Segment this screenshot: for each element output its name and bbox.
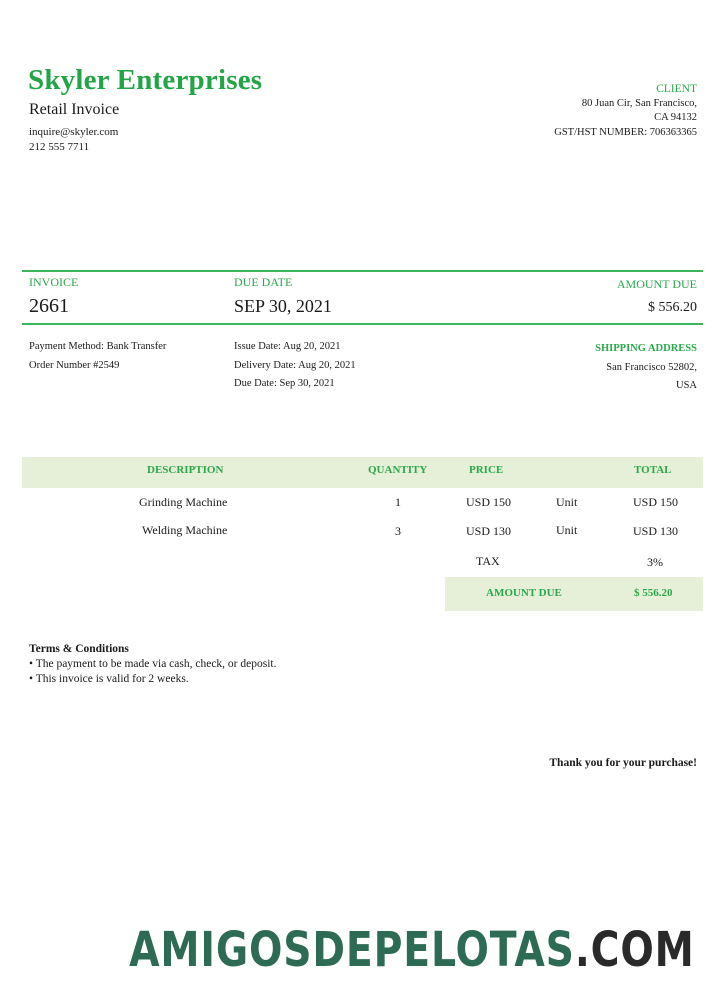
watermark-main: AMIGOSDEPELOTAS [129,922,576,978]
client-label: CLIENT [656,83,697,95]
payment-method: Payment Method: Bank Transfer [29,341,167,352]
item-unit: Unit [556,523,578,537]
terms-line: • This invoice is valid for 2 weeks. [29,673,189,685]
due-date-detail: Due Date: Sep 30, 2021 [234,378,335,389]
amount-due-label: AMOUNT DUE [616,277,697,291]
thank-you-note: Thank you for your purchase! [549,757,697,769]
company-name: Skyler Enterprises [28,64,263,96]
amount-due-value: $ 556.20 [648,300,697,315]
issue-date: Issue Date: Aug 20, 2021 [234,341,341,352]
shipping-line2: USA [675,380,697,391]
client-address-line1: 80 Juan Cir, San Francisco, [581,97,697,109]
tax-label: TAX [476,554,500,568]
item-price: USD 130 [466,524,512,538]
top-rule [22,270,703,272]
invoice-number: 2661 [29,295,69,317]
item-total: USD 130 [633,524,679,538]
shipping-address [595,340,697,396]
site-watermark [130,922,695,978]
item-price: USD 150 [466,495,512,509]
item-unit: Unit [556,495,578,509]
table-header [22,457,703,488]
bottom-rule [22,323,703,325]
due-date-label: DUE DATE [234,275,293,289]
terms-title: Terms & Conditions [29,643,129,655]
order-number: Order Number #2549 [29,359,120,371]
item-description: Welding Machine [142,523,228,537]
item-total: USD 150 [633,495,679,509]
client-gst-number: GST/HST NUMBER: 706363365 [554,126,697,138]
table-amount-due-label: AMOUNT DUE [486,587,562,599]
col-quantity: QUANTITY [368,464,428,476]
invoice-label: INVOICE [29,275,79,289]
item-description: Grinding Machine [139,495,228,509]
item-quantity: 1 [395,495,401,509]
company-phone: 212 555 7711 [29,141,90,153]
col-price: PRICE [469,464,504,476]
terms-line: • The payment to be made via cash, check, or deposit. [29,658,277,670]
shipping-label: SHIPPING ADDRESS [595,343,697,354]
shipping-line1: San Francisco 52802, [606,361,697,373]
company-email: inquire@skyler.com [29,126,119,138]
document-type: Retail Invoice [29,101,120,118]
payment-details [29,338,166,375]
item-quantity: 3 [395,524,401,538]
date-details [234,338,356,394]
watermark-suffix: .COM [575,922,695,978]
client-address-line2: CA 94132 [654,112,697,123]
client-block [554,82,697,140]
table-amount-due-value: $ 556.20 [634,587,673,599]
col-total: TOTAL [634,464,672,476]
col-description: DESCRIPTION [147,464,224,476]
tax-value: 3% [647,555,663,569]
due-date-value: SEP 30, 2021 [234,296,332,316]
delivery-date: Delivery Date: Aug 20, 2021 [234,359,356,371]
terms-section [29,642,276,687]
